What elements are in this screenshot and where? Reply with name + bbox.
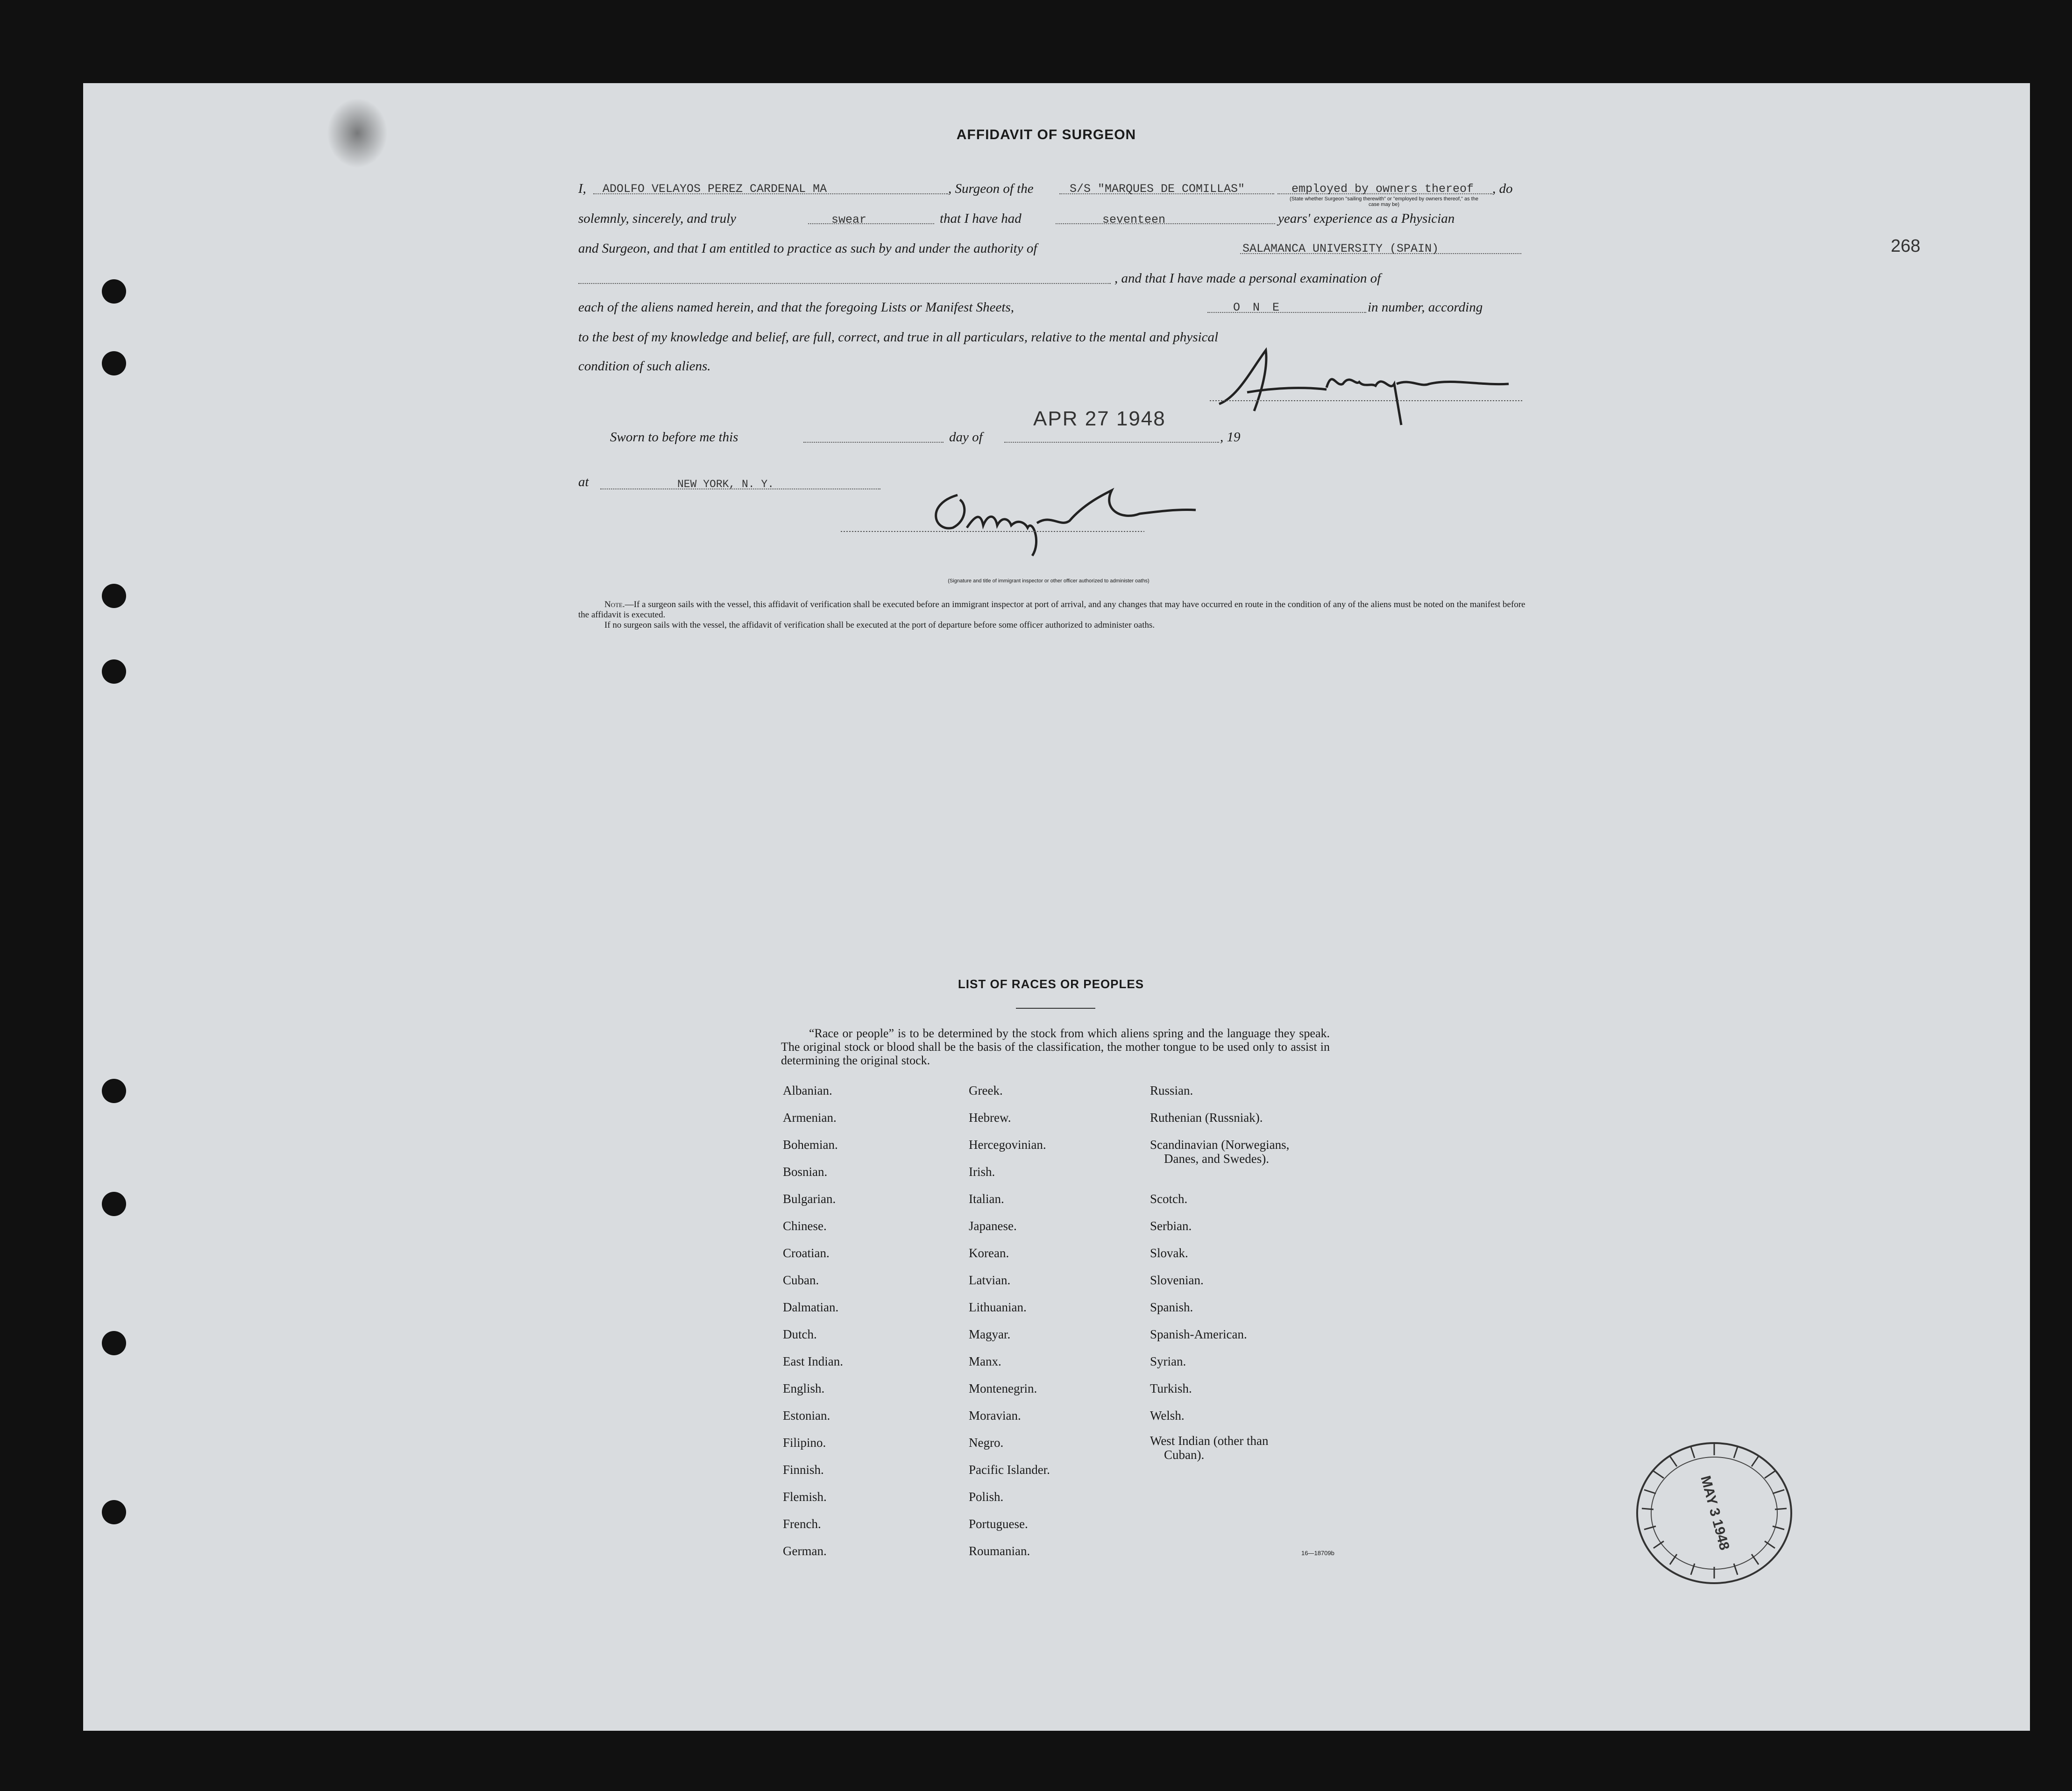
sworn-location: NEW YORK, N. Y. [677,478,774,490]
race-item: Pacific Islander. [969,1463,1050,1477]
fill-line [803,442,944,443]
race-item: Scotch. [1150,1192,1188,1206]
race-item: Latvian. [969,1273,1011,1287]
text-line: each of the aliens named herein, and that the foregoing Lists or Manifest Sheets, [578,300,1014,315]
race-item: Finnish. [783,1463,824,1477]
note-label: Note. [604,600,625,609]
surgeon-name: ADOLFO VELAYOS PEREZ CARDENAL MA [603,182,827,196]
punch-hole [102,1192,126,1216]
text-line: , and that I have made a personal examination of [1114,271,1381,286]
fill-line [578,283,1111,284]
punch-hole [102,659,126,684]
race-item: Estonian. [783,1409,830,1423]
punch-hole [102,1079,126,1103]
receipt-stamp [1625,1434,1803,1593]
race-item: Filipino. [783,1436,826,1450]
race-item: Bosnian. [783,1165,828,1179]
race-item: Greek. [969,1083,1003,1097]
race-item: Bohemian. [783,1138,838,1152]
surgeon-signature [1210,341,1527,430]
race-item: Serbian. [1150,1219,1192,1233]
race-item: Cuban). [1164,1448,1205,1462]
date-stamp: APR 27 1948 [1033,407,1166,430]
text-line: , do [1492,181,1513,196]
race-item: Dalmatian. [783,1300,839,1314]
employment-hint: (State whether Surgeon "sailing therewith" or "employed by owners thereof," as the case may be) [1290,196,1478,207]
race-item: Negro. [969,1436,1004,1450]
oath-type: swear [831,213,867,227]
text-line: I, [578,181,586,196]
text-line: and Surgeon, and that I am entitled to practice as such by and under the authority of [578,241,1037,256]
race-item: Lithuanian. [969,1300,1027,1314]
race-item: Croatian. [783,1246,830,1260]
race-item: Irish. [969,1165,995,1179]
sheet-count: O N E [1233,301,1283,314]
race-item: Ruthenian (Russniak). [1150,1111,1263,1125]
text-line: to the best of my knowledge and belief, are full, correct, and true in all particulars, relative to the mental and physical [578,330,1219,345]
title-rule [1016,1008,1095,1009]
race-item: Japanese. [969,1219,1017,1233]
vessel-name: S/S "MARQUES DE COMILLAS" [1070,182,1245,196]
race-item: Armenian. [783,1111,837,1125]
race-item: Danes, and Swedes). [1164,1152,1269,1166]
text-line: years' experience as a Physician [1278,211,1455,226]
race-item: Bulgarian. [783,1192,836,1206]
text-line: , Surgeon of the [948,181,1034,196]
page-number: 268 [1891,236,1921,256]
punch-hole [102,1331,126,1355]
text-line: day of [949,430,983,445]
text-line: at [578,474,589,489]
race-item: Turkish. [1150,1381,1192,1395]
race-item: Russian. [1150,1083,1193,1097]
signature-caption: (Signature and title of immigrant inspector or other officer authorized to administer oaths) [948,578,1150,584]
fill-line [1207,312,1366,313]
race-item: Portuguese. [969,1517,1028,1531]
punch-hole [102,351,126,375]
affidavit-note [578,600,1526,620]
punch-hole [102,1500,126,1524]
race-item: Cuban. [783,1273,819,1287]
race-item: English. [783,1381,825,1395]
race-item: East Indian. [783,1354,843,1368]
punch-hole [102,584,126,608]
race-item: Moravian. [969,1409,1021,1423]
text-line: , 19 [1220,430,1241,445]
race-item: Welsh. [1150,1409,1185,1423]
note-text: —If a surgeon sails with the vessel, this affidavit of verification shall be executed before an immigrant inspector at port of arrival, and any changes that may have occurred en route in the condition of any of the aliens must be noted on the manifest before the affidavit is executed. [578,600,1526,620]
race-item: Albanian. [783,1083,832,1097]
race-item: Montenegrin. [969,1381,1037,1395]
years-experience: seventeen [1102,213,1166,227]
text-line: Sworn to before me this [610,430,738,445]
race-item: French. [783,1517,821,1531]
race-item: Manx. [969,1354,1001,1368]
text-line: that I have had [940,211,1022,226]
race-item: Hebrew. [969,1111,1011,1125]
race-item: Korean. [969,1246,1009,1260]
race-item: Slovenian. [1150,1273,1204,1287]
race-item: Italian. [969,1192,1004,1206]
race-item: Polish. [969,1490,1004,1504]
race-item: Spanish-American. [1150,1327,1247,1341]
stamp-date: MAY 3 1948 [1697,1474,1732,1552]
punch-hole [102,279,126,304]
race-item: Syrian. [1150,1354,1186,1368]
race-item: West Indian (other than [1150,1434,1269,1448]
races-title: LIST OF RACES OR PEOPLES [958,977,1144,991]
ink-stain [327,98,388,168]
race-item: Magyar. [969,1327,1011,1341]
race-item: Roumanian. [969,1544,1030,1558]
text-line: solemnly, sincerely, and truly [578,211,737,226]
employment-status: employed by owners thereof [1291,182,1474,196]
form-number: 16—18709b [1301,1550,1334,1557]
race-item: Chinese. [783,1219,827,1233]
text-line: in number, according [1368,300,1483,315]
races-intro: “Race or people” is to be determined by the stock from which aliens spring and the language they speak. The original stock or blood shall be the basis of the classification, the mother tongue to be used only to assist in determining the original stock. [781,1026,1330,1067]
fill-line [808,223,934,224]
race-item: Spanish. [1150,1300,1193,1314]
race-item: Dutch. [783,1327,817,1341]
text-line: condition of such aliens. [578,359,711,374]
race-item: Hercegovinian. [969,1138,1046,1152]
licensing-authority: SALAMANCA UNIVERSITY (SPAIN) [1242,242,1439,255]
fill-line [1004,442,1219,443]
race-item: Scandinavian (Norwegians, [1150,1138,1290,1152]
inspector-signature [841,476,1224,574]
affidavit-note-2: If no surgeon sails with the vessel, the affidavit of verification shall be executed at the port of departure before some officer authorized to administer oaths. [604,620,1155,630]
race-item: Flemish. [783,1490,827,1504]
race-item: German. [783,1544,827,1558]
race-item: Slovak. [1150,1246,1188,1260]
affidavit-title: AFFIDAVIT OF SURGEON [956,127,1136,142]
